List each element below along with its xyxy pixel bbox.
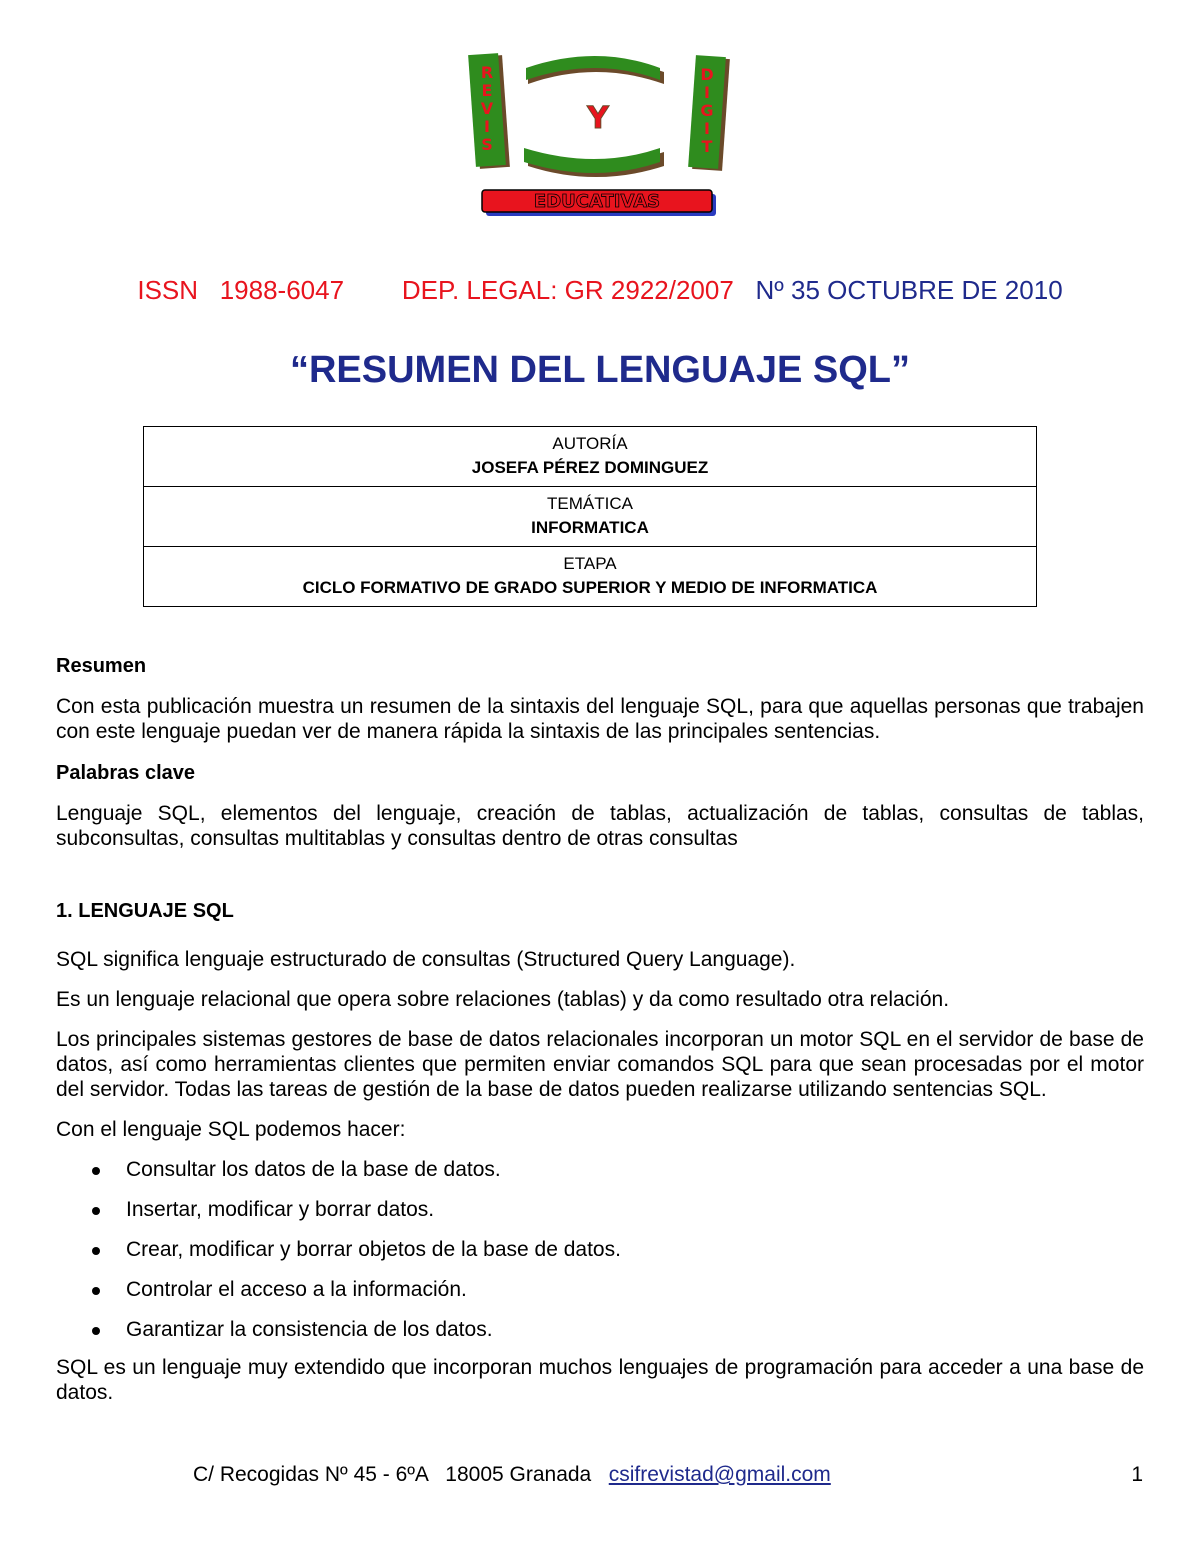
magazine-logo	[460, 48, 732, 223]
svg-text:V: V	[480, 99, 494, 118]
logo-center-letter: Y	[587, 101, 609, 136]
svg-text:R: R	[480, 63, 494, 82]
meta-label: AUTORÍA	[552, 434, 628, 453]
logo-top-word	[526, 56, 664, 84]
page-number: 1	[1131, 1463, 1143, 1486]
footer-email-link[interactable]: csifrevistad@gmail.com	[608, 1463, 831, 1486]
paragraph: SQL significa lenguaje estructurado de consultas (Structured Query Language).	[56, 948, 796, 971]
issue-number: Nº 35 OCTUBRE DE 2010	[755, 275, 1063, 305]
paragraph: SQL es un lenguaje muy extendido que incorporan muchos lenguajes de programación para acceder a una base de datos.	[56, 1356, 1144, 1404]
keywords-text: Lenguaje SQL, elementos del lenguaje, creación de tablas, actualización de tablas, consultas de tablas, subconsultas, consultas multitablas y consultas dentro de otras consultas	[56, 802, 1144, 850]
logo-bottom-word	[524, 148, 664, 177]
list-item: Crear, modificar y borrar objetos de la base de datos.	[126, 1237, 1144, 1277]
meta-label: TEMÁTICA	[547, 494, 633, 513]
capabilities-list	[56, 1157, 1144, 1357]
article-meta-table	[143, 426, 1037, 607]
footer-address: C/ Recogidas Nº 45 - 6ºA 18005 Granada	[193, 1463, 609, 1486]
svg-text:T: T	[701, 137, 713, 156]
svg-text:G: G	[700, 101, 714, 120]
paragraph: Los principales sistemas gestores de base de datos relacionales incorporan un motor SQL en el servidor de base de datos, así como herramientas clientes que permiten enviar comandos SQL para que sean procesadas por el motor del servidor. Todas las tareas de gestión de la base de datos pueden realizarse utilizando sentencias SQL.	[56, 1028, 1144, 1101]
meta-row-stage	[144, 547, 1037, 607]
article-title: “RESUMEN DEL LENGUAJE SQL”	[289, 349, 911, 391]
publication-info-line	[0, 275, 1200, 306]
list-item: Garantizar la consistencia de los datos.	[126, 1317, 1144, 1357]
meta-value: JOSEFA PÉREZ DOMINGUEZ	[471, 458, 709, 477]
abstract-heading: Resumen	[56, 655, 147, 677]
page-footer	[193, 1463, 1143, 1487]
meta-value: INFORMATICA	[531, 518, 649, 537]
svg-text:I: I	[484, 117, 490, 136]
svg-text:S: S	[481, 135, 493, 154]
svg-text:D: D	[700, 65, 714, 84]
meta-row-topic	[144, 487, 1037, 547]
legal-deposit: DEP. LEGAL: GR 2922/2007	[401, 275, 734, 305]
svg-text:I: I	[704, 83, 710, 102]
article-body	[56, 654, 1144, 1405]
meta-label: ETAPA	[563, 554, 617, 573]
list-item: Consultar los datos de la base de datos.	[126, 1157, 1144, 1197]
abstract-text: Con esta publicación muestra un resumen de la sintaxis del lenguaje SQL, para que aquellas personas que trabajen con este lenguaje puedan ver de manera rápida la sintaxis de las principales sentencias.	[56, 695, 1144, 743]
svg-text:E: E	[481, 81, 493, 100]
list-item: Controlar el acceso a la información.	[126, 1277, 1144, 1317]
section-heading: 1. LENGUAJE SQL	[56, 900, 234, 922]
paragraph: Con el lenguaje SQL podemos hacer:	[56, 1118, 406, 1141]
meta-row-author	[144, 427, 1037, 487]
paragraph: Es un lenguaje relacional que opera sobre relaciones (tablas) y da como resultado otra relación.	[56, 988, 950, 1011]
svg-text:EDUCATIVAS: EDUCATIVAS	[533, 191, 661, 212]
logo-base-word	[482, 190, 716, 216]
meta-value: CICLO FORMATIVO DE GRADO SUPERIOR Y MEDIO DE INFORMATICA	[302, 578, 878, 597]
svg-text:I: I	[704, 119, 710, 138]
list-item: Insertar, modificar y borrar datos.	[126, 1197, 1144, 1237]
issn: ISSN 1988-6047	[137, 275, 345, 305]
keywords-heading: Palabras clave	[56, 762, 195, 784]
logo-right-word	[688, 55, 730, 171]
logo-left-word	[468, 53, 510, 169]
